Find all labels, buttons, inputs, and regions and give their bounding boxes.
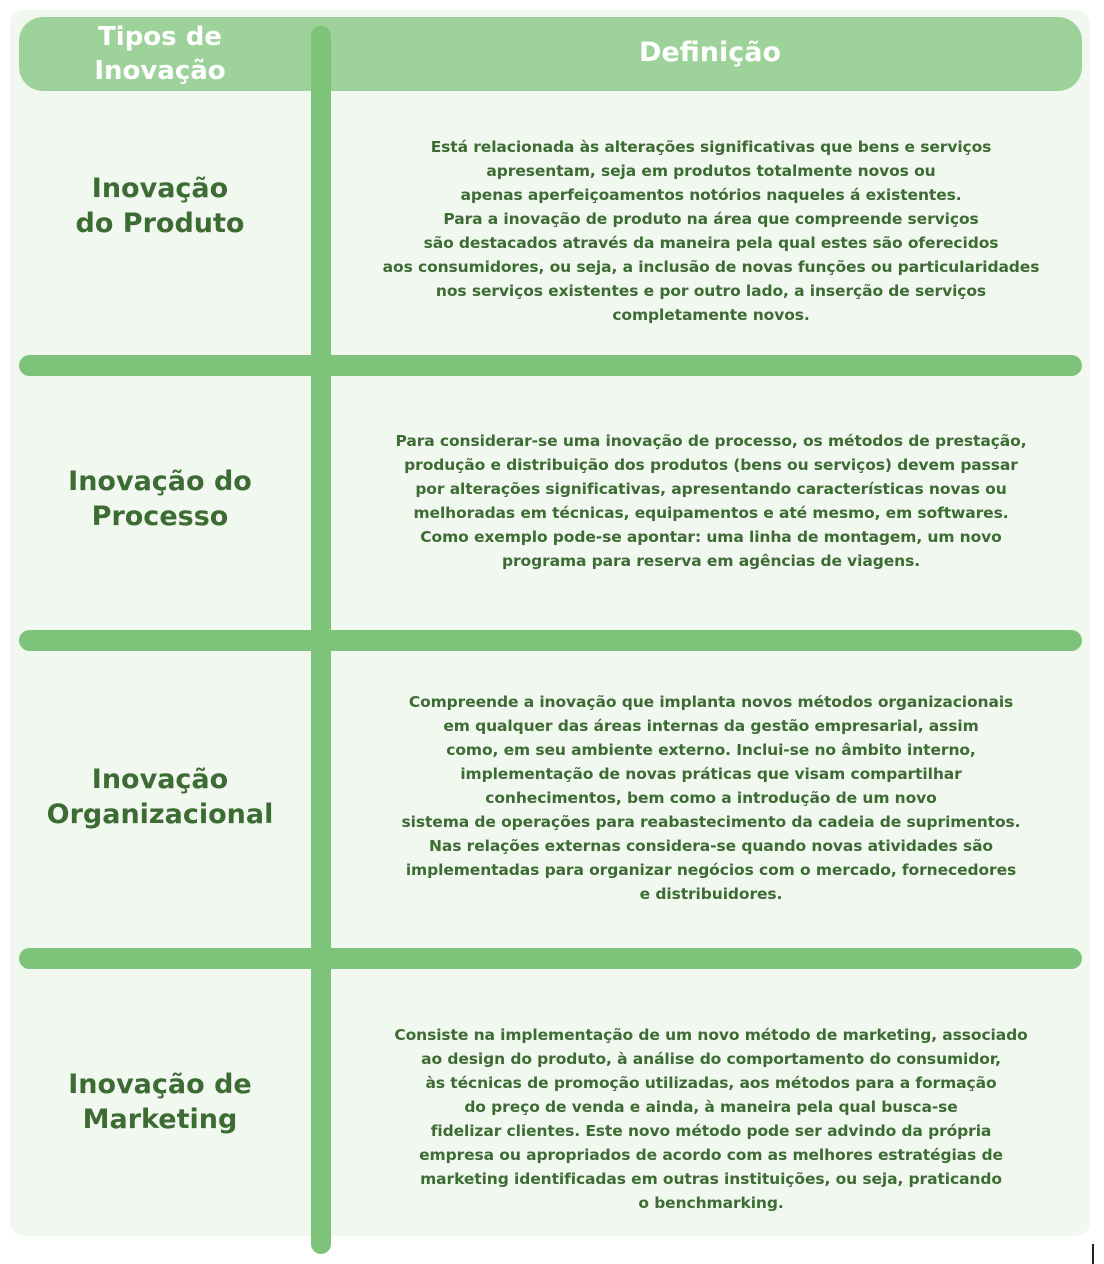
row-divider [19,630,1082,651]
header-types-label: Tipos de Inovação [94,22,226,86]
type-marketing-innovation: Inovação de Marketing [68,1069,252,1135]
row-divider [19,948,1082,969]
definition-marketing-innovation: Consiste na implementação de um novo método de marketing, associado ao design do produto, à análise do comportamento do consumidor, às técnicas de promoção utilizadas, aos métodos para a formação do preço de venda e ainda, à maneira pela qual busca-se fidelizar clientes. Este novo método pode ser advindo da própria empresa ou apropriados de acordo com as melhores estratégias de marketing identificadas em outras instituições, ou seja, praticando o benchmarking. [394,1026,1028,1212]
edge-mark [1092,1244,1094,1264]
type-organizational-innovation: Inovação Organizacional [46,764,274,830]
type-product-innovation: Inovação do Produto [75,173,245,239]
definition-process-innovation: Para considerar-se uma inovação de processo, os métodos de prestação, produção e distribuição dos produtos (bens ou serviços) devem passar por alterações significativas, apresentando características novas ou melhoradas em técnicas, equipamentos e até mesmo, em softwares. Como exemplo pode-se apontar: uma linha de montagem, um novo programa para reserva em agências de viagens. [395,432,1027,570]
definition-organizational-innovation: Compreende a inovação que implanta novos métodos organizacionais em qualquer das áreas internas da gestão empresarial, assim como, em seu ambiente externo. Inclui-se no âmbito interno, implementação de novas práticas que visam compartilhar conhecimentos, bem como a introdução de um novo sistema de operações para reabastecimento da cadeia de suprimentos. Nas relações externas considera-se quando novas atividades são implementadas para organizar negócios com o mercado, fornecedores e distribuidores. [401,693,1021,903]
definition-product-innovation: Está relacionada às alterações significativas que bens e serviços apresentam, seja em produtos totalmente novos ou apenas aperfeiçoamentos notórios naqueles á existentes. Para a inovação de produto na área que compreende serviços são destacados através da maneira pela qual estes são oferecidos aos consumidores, ou seja, a inclusão de novas funções ou particularidades nos serviços existentes e por outro lado, a inserção de serviços completamente novos. [382,138,1040,324]
header-definition-label: Definição [639,37,781,68]
type-process-innovation: Inovação do Processo [68,466,252,532]
row-divider [19,355,1082,376]
